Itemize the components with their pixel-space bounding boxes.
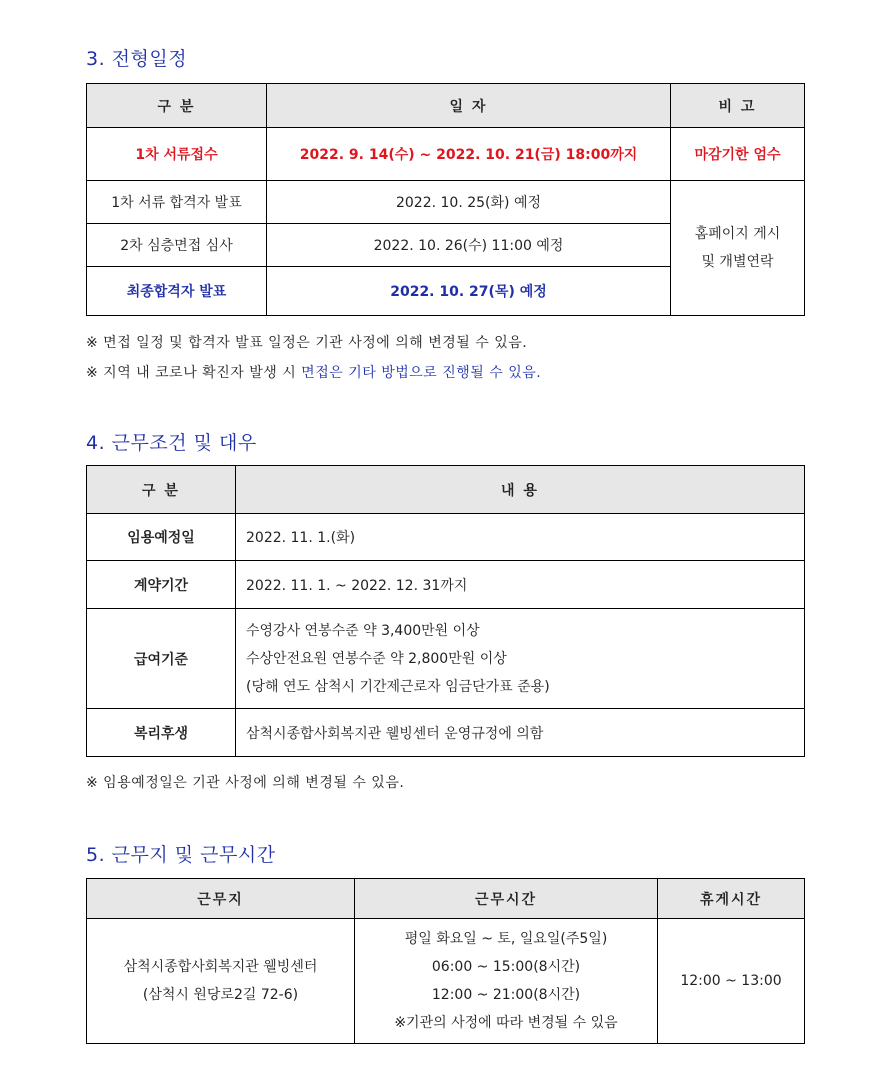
conditions-row-3-line-3: (당해 연도 삼척시 기간제근로자 임금단가표 준용) [246,678,550,695]
section5-title: 5. 근무지 및 근무시간 [86,844,276,866]
schedule-header-date: 일 자 [267,84,671,128]
workplace-location-line1: 삼척시종합사회복지관 웰빙센터 [123,959,318,975]
workplace-header-hours: 근무시간 [355,879,658,919]
conditions-row-4-value: 삼척시종합사회복지관 웰빙센터 운영규정에 의함 [236,709,805,757]
schedule-merged-remark-line1: 홈페이지 게시 [694,226,781,242]
schedule-header-remark: 비 고 [671,84,805,128]
schedule-note-1: ※ 면접 일정 및 합격자 발표 일정은 기관 사정에 의해 변경될 수 있음. [86,335,528,351]
workplace-hours-line-2: 06:00 ~ 15:00(8시간) [431,959,581,975]
schedule-note-2-highlight: 면접은 기타 방법으로 진행될 수 있음. [301,365,542,381]
workplace-location-line2: (삼척시 원당로2길 72-6) [142,987,299,1003]
workplace-location [87,919,355,1044]
workplace-hours [355,919,658,1044]
section4-title: 4. 근무조건 및 대우 [86,432,257,454]
workplace-header-break: 휴게시간 [658,879,805,919]
schedule-merged-remark-line2: 및 개별연락 [701,254,774,270]
schedule-row-2-date: 2022. 10. 25(화) 예정 [267,181,671,224]
schedule-merged-remark [671,181,805,316]
schedule-table [86,83,805,316]
schedule-row-3-date: 2022. 10. 26(수) 11:00 예정 [267,224,671,267]
workplace-break-time: 12:00 ~ 13:00 [658,919,805,1044]
schedule-row-1-remark: 마감기한 엄수 [671,128,805,181]
schedule-note-2-prefix: ※ 지역 내 코로나 확진자 발생 시 [86,365,302,381]
conditions-note: ※ 임용예정일은 기관 사정에 의해 변경될 수 있음. [86,775,405,791]
schedule-row-4-date: 2022. 10. 27(목) 예정 [267,267,671,316]
schedule-row-1-category: 1차 서류접수 [87,128,267,181]
conditions-row-4-label: 복리후생 [87,709,236,757]
workplace-hours-line-4: ※기관의 사정에 따라 변경될 수 있음 [394,1015,618,1031]
section3-title: 3. 전형일정 [86,48,188,70]
conditions-row-2-value: 2022. 11. 1. ~ 2022. 12. 31까지 [236,561,805,609]
schedule-row-1-date: 2022. 9. 14(수) ~ 2022. 10. 21(금) 18:00까지 [267,128,671,181]
conditions-row-3-label: 급여기준 [87,609,236,709]
conditions-row-1-value: 2022. 11. 1.(화) [236,514,805,561]
conditions-row-3-line-1: 수영강사 연봉수준 약 3,400만원 이상 [246,622,480,639]
conditions-row-2-label: 계약기간 [87,561,236,609]
conditions-row-3-line-2: 수상안전요원 연봉수준 약 2,800만원 이상 [246,650,507,667]
schedule-header-category: 구 분 [87,84,267,128]
schedule-row-3-category: 2차 심층면접 심사 [87,224,267,267]
schedule-row-4-category: 최종합격자 발표 [87,267,267,316]
conditions-header-content: 내 용 [236,466,805,514]
schedule-row-2-category: 1차 서류 합격자 발표 [87,181,267,224]
workplace-hours-line-3: 12:00 ~ 21:00(8시간) [431,987,581,1003]
schedule-note-2 [86,362,541,382]
workplace-header-location: 근무지 [87,879,355,919]
conditions-row-1-label: 임용예정일 [87,514,236,561]
conditions-row-3-value [236,609,805,709]
conditions-table [86,465,805,757]
workplace-table [86,878,805,1044]
conditions-header-category: 구 분 [87,466,236,514]
workplace-hours-line-1: 평일 화요일 ~ 토, 일요일(주5일) [404,931,608,947]
